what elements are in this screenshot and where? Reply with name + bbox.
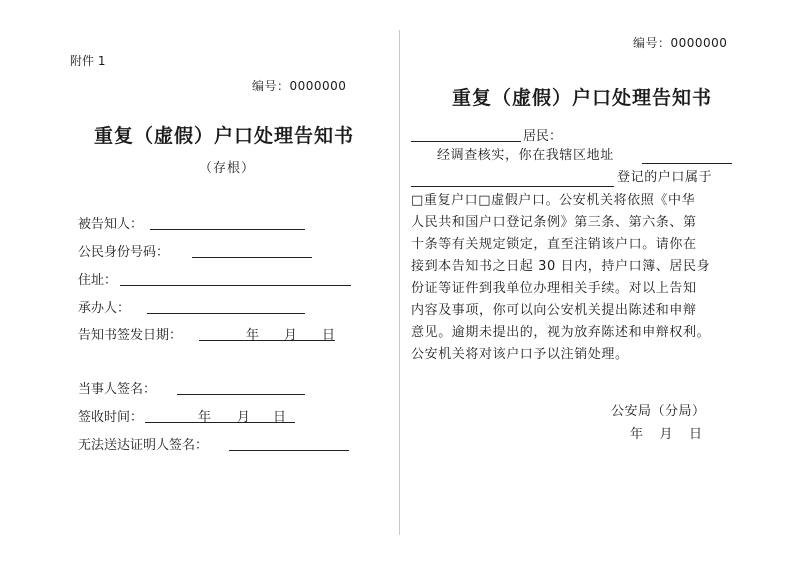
party-signature-field[interactable] <box>177 394 305 395</box>
issuing-authority: 公安局（分局） <box>611 404 706 419</box>
notice-body-line: □重复户口□虚假户口。公安机关将依照《中华 <box>411 193 696 208</box>
notified-person-field[interactable] <box>150 229 305 230</box>
receipt-time-year: 年 <box>198 410 212 425</box>
address-label: 住址： <box>78 273 118 288</box>
issue-date-month: 月 <box>284 328 298 343</box>
perforation-divider <box>399 30 400 535</box>
attachment-label: 附件 1 <box>70 54 106 68</box>
notice-body-line: 接到本告知书之日起 30 日内，持户口簿、居民身 <box>411 259 711 274</box>
notice-body-line: 十条等有关规定锁定，直至注销该户口。请你在 <box>411 237 697 252</box>
witness-signature-label: 无法送达证明人签名： <box>78 438 209 453</box>
resident-name-field[interactable] <box>411 141 521 142</box>
stub-subtitle: （存根） <box>199 161 256 176</box>
resident-label: 居民： <box>523 129 563 144</box>
issue-date-field[interactable] <box>199 340 335 341</box>
notice-body-line: 人民共和国户口登记条例》第三条、第六条、第 <box>411 215 697 230</box>
id-number-field[interactable] <box>192 257 312 258</box>
notice-number: 编号：0000000 <box>633 36 728 50</box>
notice-date: 年 月 日 <box>630 427 703 442</box>
handler-label: 承办人： <box>78 301 131 316</box>
address-field[interactable] <box>120 285 351 286</box>
notice-body-line: 意见。逾期未提出的，视为放弃陈述和申辩权利。 <box>411 325 711 340</box>
notice-body-line: 内容及事项，你可以向公安机关提出陈述和申辩 <box>411 303 697 318</box>
registered-address-field-2[interactable] <box>411 186 614 187</box>
party-signature-label: 当事人签名： <box>78 382 157 397</box>
notice-line-1: 经调查核实，你在我辖区地址 <box>437 148 614 163</box>
notice-title: 重复（虚假）户口处理告知书 <box>452 87 713 109</box>
notice-line-2: 登记的户口属于 <box>617 170 713 185</box>
stub-title: 重复（虚假）户口处理告知书 <box>94 125 355 147</box>
notified-person-label: 被告知人： <box>78 217 144 232</box>
notice-body-line: 公安机关将对该户口予以注销处理。 <box>411 347 629 362</box>
receipt-time-label: 签收时间： <box>78 410 144 425</box>
issue-date-label: 告知书签发日期： <box>78 328 183 343</box>
handler-field[interactable] <box>147 313 305 314</box>
issue-date-day: 日 <box>322 328 336 343</box>
registered-address-field[interactable] <box>642 163 732 164</box>
stub-number: 编号：0000000 <box>252 79 347 93</box>
id-number-label: 公民身份号码： <box>78 245 170 260</box>
receipt-time-month: 月 <box>237 410 251 425</box>
notice-body-line: 份证等证件到我单位办理相关手续。对以上告知 <box>411 281 697 296</box>
issue-date-year: 年 <box>246 328 260 343</box>
receipt-time-day: 日 <box>273 410 287 425</box>
witness-signature-field[interactable] <box>229 450 349 451</box>
